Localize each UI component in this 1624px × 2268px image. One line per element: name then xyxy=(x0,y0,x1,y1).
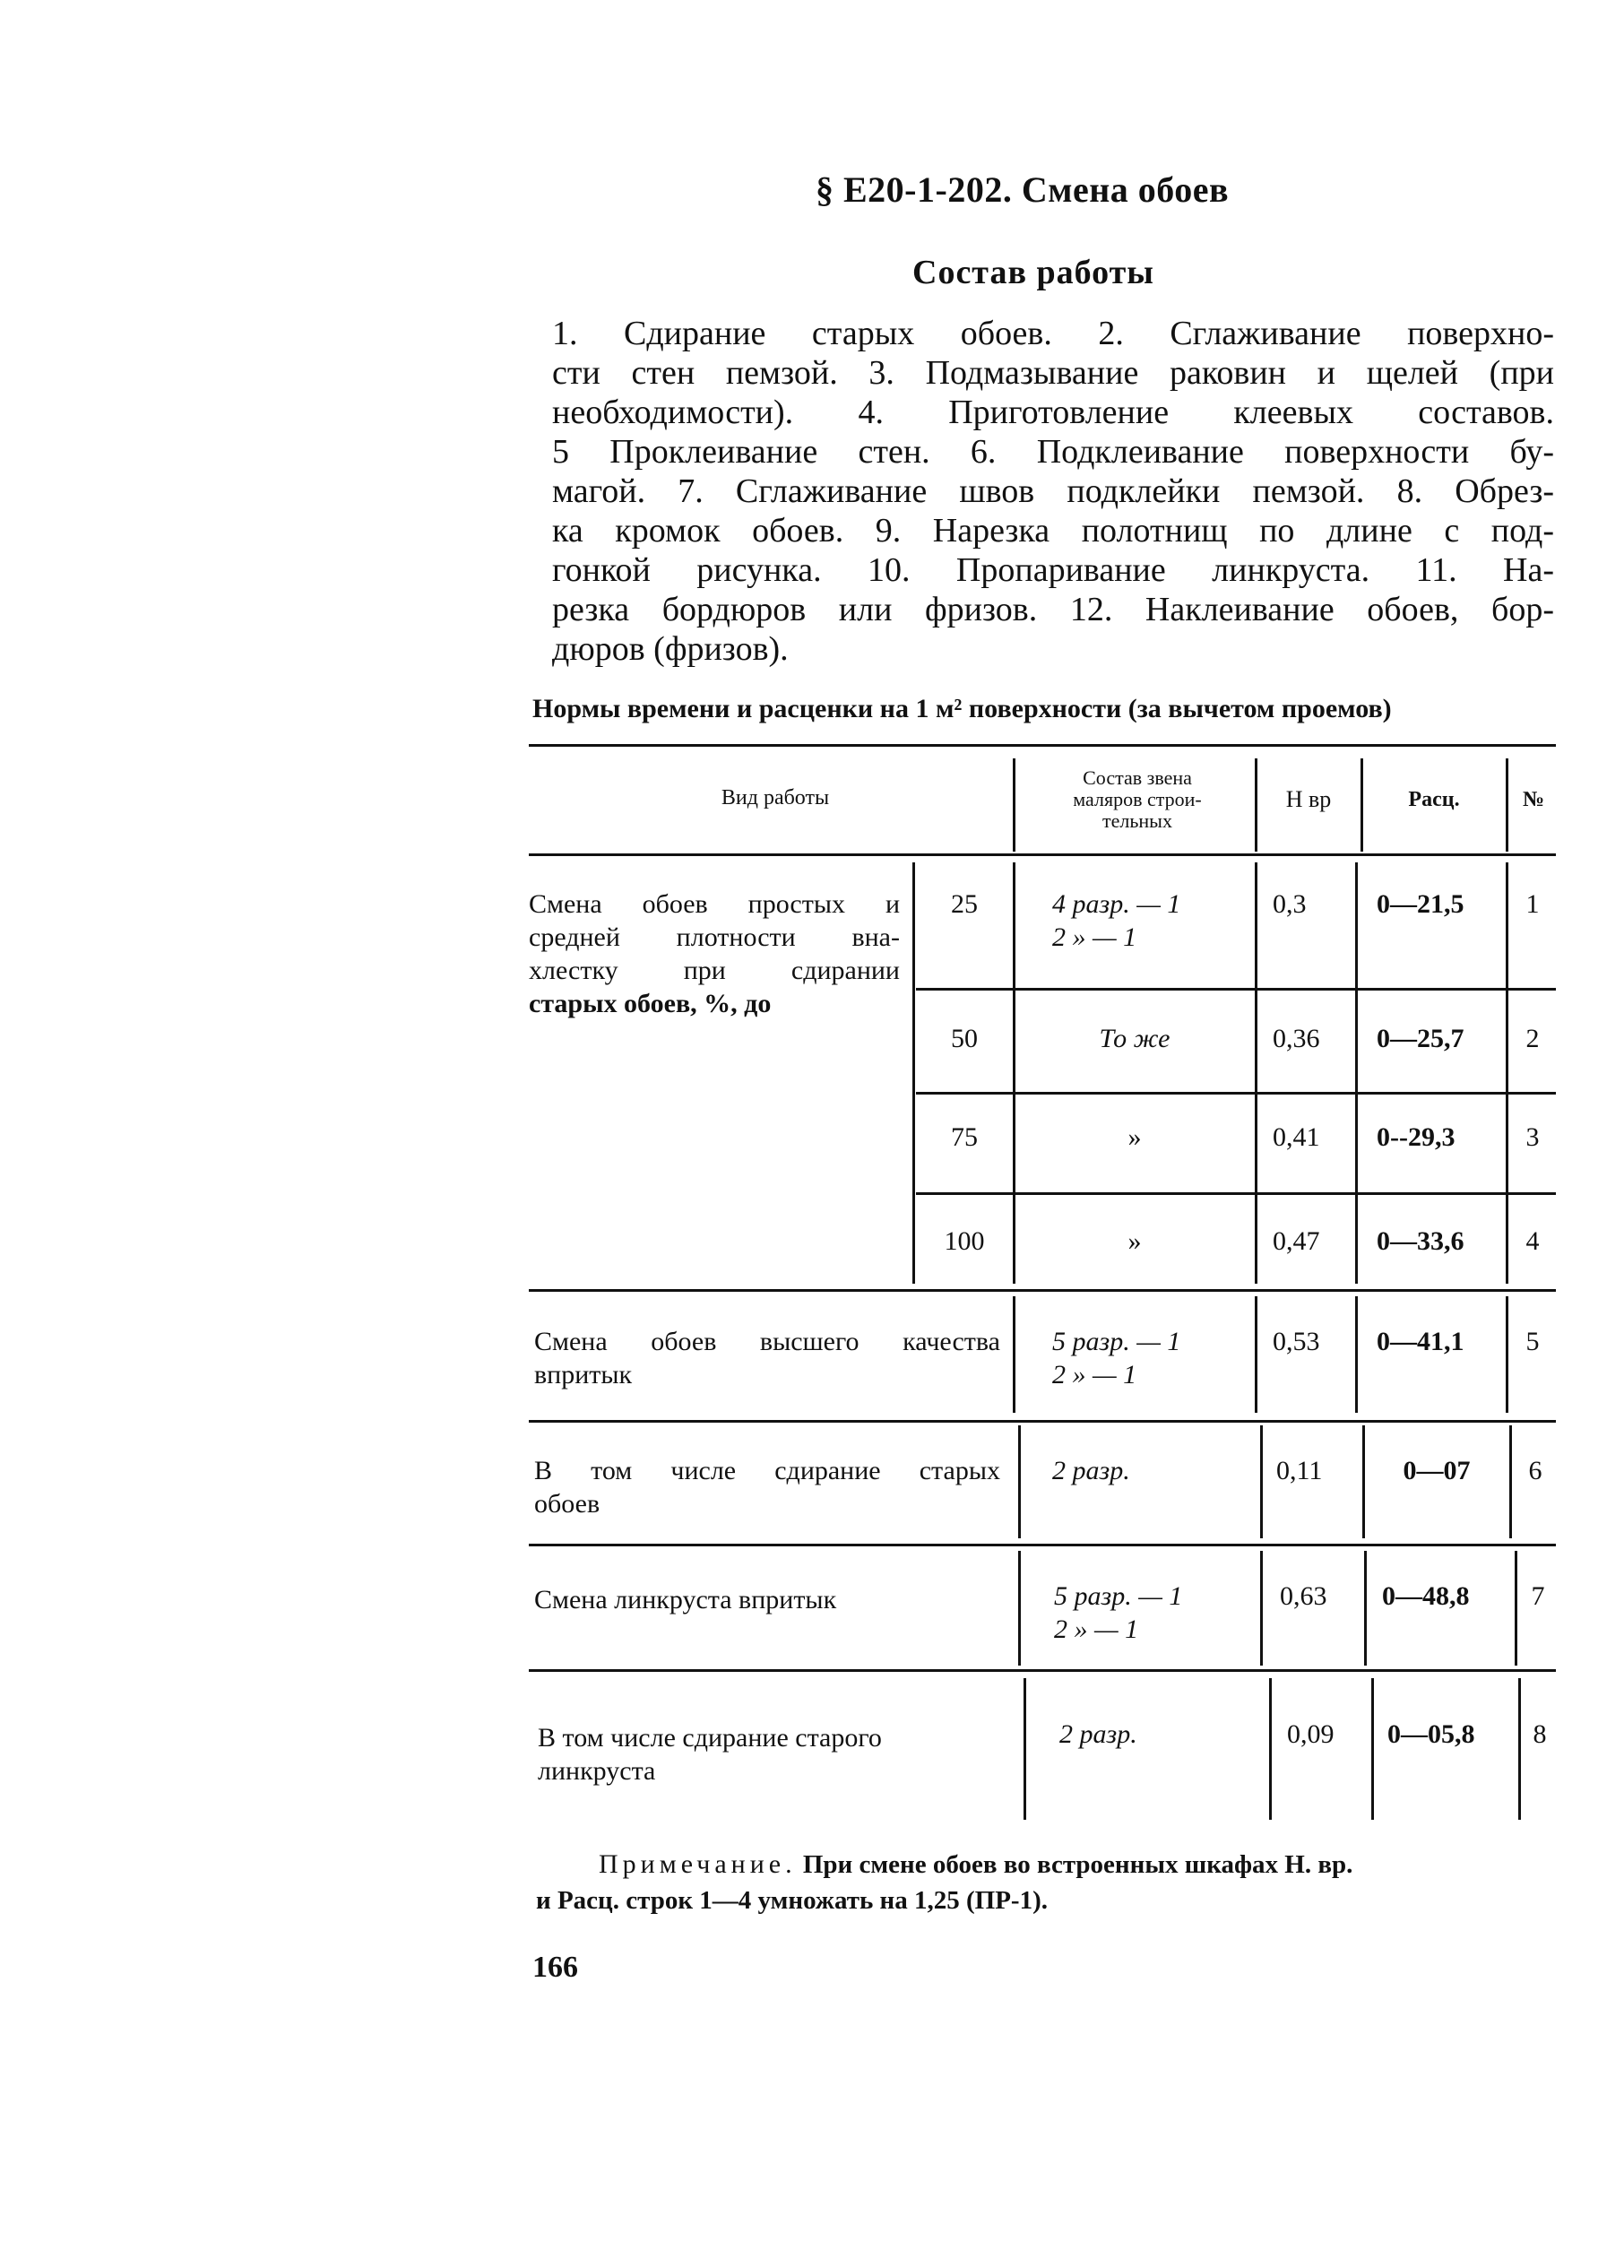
row-rule xyxy=(529,1669,1556,1672)
row-rule xyxy=(529,1420,1556,1423)
column-rule xyxy=(1260,1425,1263,1538)
cell-crew-line: 2 » — 1 xyxy=(1052,1360,1137,1389)
header-crew-line: Состав звена xyxy=(1083,766,1192,789)
paragraph-line: магой. 7. Сглаживание швов подклейки пемзой. 8. Обрез- xyxy=(552,472,1554,510)
cell-work-type: Смена линкруста впритык xyxy=(534,1585,837,1614)
paragraph-line: 5 Проклеивание стен. 6. Подклеивание поверхности бу- xyxy=(552,433,1554,471)
cell-work-line: линкруста xyxy=(538,1756,656,1786)
cell-work-line: обоев xyxy=(534,1489,600,1519)
column-rule xyxy=(1518,1678,1521,1820)
cell-crew: То же xyxy=(1099,1024,1170,1053)
note-text-line: и Расц. строк 1—4 умножать на 1,25 (ПР-1). xyxy=(536,1886,1048,1915)
column-rule xyxy=(1515,1551,1517,1666)
cell-number: 1 xyxy=(1525,889,1540,919)
cell-time: 0,63 xyxy=(1280,1581,1327,1611)
cell-crew-line: 5 разр. — 1 xyxy=(1054,1581,1183,1611)
header-work-type: Вид работы xyxy=(721,786,830,809)
column-rule xyxy=(1013,1296,1015,1413)
note-prefix: Примечание. xyxy=(599,1849,797,1879)
column-rule xyxy=(1371,1678,1374,1820)
column-rule xyxy=(1506,1296,1508,1413)
cell-crew: 2 разр. xyxy=(1052,1456,1130,1485)
cell-crew: 2 разр. xyxy=(1059,1719,1137,1749)
group1-label-line: Смена обоев простых и xyxy=(529,889,900,919)
header-crew-line: маляров строи- xyxy=(1073,788,1202,810)
cell-rate: 0—07 xyxy=(1403,1456,1471,1485)
paragraph-line: необходимости). 4. Приготовление клеевых составов. xyxy=(552,394,1554,431)
column-rule xyxy=(1362,1425,1365,1538)
cell-number: 2 xyxy=(1525,1024,1540,1053)
cell-number: 3 xyxy=(1525,1122,1540,1152)
cell-rate: 0—05,8 xyxy=(1387,1719,1475,1749)
group1-label-line: средней плотности вна- xyxy=(529,922,900,952)
cell-crew xyxy=(1052,887,1249,954)
column-rule xyxy=(1013,862,1015,1284)
header-crew-line: тельных xyxy=(1102,809,1172,832)
column-rule xyxy=(1506,862,1508,1284)
cell-rate: 0—41,1 xyxy=(1377,1327,1464,1356)
group1-label-line: хлестку при сдирании xyxy=(529,956,900,985)
column-rule xyxy=(1355,862,1358,1284)
paragraph-line: сти стен пемзой. 3. Подмазывание раковин и щелей (при xyxy=(552,354,1554,392)
cell-work-line: В том числе сдирание старого xyxy=(538,1723,882,1753)
column-rule xyxy=(1255,862,1257,1284)
column-rule xyxy=(1506,758,1508,852)
paragraph-line: резка бордюров или фризов. 12. Наклеивание обоев, бор- xyxy=(552,591,1554,628)
table-note xyxy=(536,1847,1353,1918)
cell-time: 0,47 xyxy=(1273,1226,1320,1256)
note-text-line: При смене обоев во встроенных шкафах Н. вр. xyxy=(796,1850,1353,1879)
paragraph-line: 1. Сдирание старых обоев. 2. Сглаживание поверхно- xyxy=(552,315,1554,352)
cell-crew-line: 2 » — 1 xyxy=(1054,1614,1139,1644)
cell-work-line: Смена обоев высшего качества xyxy=(534,1327,1000,1356)
row-rule xyxy=(529,1289,1556,1292)
cell-crew-line: 5 разр. — 1 xyxy=(1052,1327,1181,1356)
group1-label xyxy=(529,887,900,1020)
column-rule xyxy=(1260,1551,1263,1666)
cell-work-type xyxy=(538,1721,1007,1788)
cell-number: 6 xyxy=(1528,1456,1542,1485)
table-title: Нормы времени и расценки на 1 м² поверхности (за вычетом проемов) xyxy=(532,694,1392,723)
row-rule xyxy=(529,1544,1556,1546)
cell-rate: 0—48,8 xyxy=(1382,1581,1470,1611)
group1-label-line: старых обоев, %, до xyxy=(529,989,772,1018)
cell-number: 8 xyxy=(1533,1719,1547,1749)
column-rule xyxy=(1255,1296,1257,1413)
cell-percent: 100 xyxy=(944,1226,985,1256)
cell-time: 0,41 xyxy=(1273,1122,1320,1152)
cell-work-line: В том числе сдирание старых xyxy=(534,1456,1000,1485)
cell-time: 0,09 xyxy=(1287,1719,1335,1749)
column-rule xyxy=(1018,1551,1021,1666)
cell-time: 0,3 xyxy=(1273,889,1307,919)
cell-crew xyxy=(1054,1580,1251,1646)
header-crew xyxy=(1022,767,1253,832)
cell-crew xyxy=(1052,1325,1249,1391)
paragraph-line: дюров (фризов). xyxy=(552,630,789,668)
header-number: № xyxy=(1522,788,1545,811)
cell-work-type xyxy=(534,1454,1000,1520)
cell-percent: 75 xyxy=(951,1122,978,1152)
cell-number: 5 xyxy=(1525,1327,1540,1356)
column-rule xyxy=(1509,1425,1512,1538)
cell-time: 0,11 xyxy=(1276,1456,1323,1485)
paragraph-line: ка кромок обоев. 9. Нарезка полотнищ по длине с под- xyxy=(552,512,1554,550)
header-bottom-rule xyxy=(529,853,1556,856)
cell-percent: 25 xyxy=(951,889,978,919)
cell-rate: 0—25,7 xyxy=(1377,1024,1464,1053)
cell-crew-line: 4 разр. — 1 xyxy=(1052,889,1181,919)
cell-rate: 0—33,6 xyxy=(1377,1226,1464,1256)
cell-crew: » xyxy=(1127,1122,1142,1152)
paragraph-line: гонкой рисунка. 10. Пропаривание линкруста. 11. На- xyxy=(552,551,1554,589)
column-rule xyxy=(1364,1551,1367,1666)
table-top-rule xyxy=(529,744,1556,747)
cell-number: 4 xyxy=(1525,1226,1540,1256)
cell-crew-line: 2 » — 1 xyxy=(1052,922,1137,952)
column-rule xyxy=(1024,1678,1026,1820)
column-rule xyxy=(912,862,915,1284)
header-rate: Расц. xyxy=(1408,788,1460,811)
section-subtitle: Состав работы xyxy=(912,254,1154,291)
cell-work-type xyxy=(534,1325,1000,1391)
cell-rate: 0--29,3 xyxy=(1377,1122,1456,1152)
column-rule xyxy=(1355,1296,1358,1413)
header-time-norm: Н вр xyxy=(1285,786,1332,812)
page-number: 166 xyxy=(532,1951,578,1984)
section-title: § Е20-1-202. Смена обоев xyxy=(816,169,1230,210)
column-rule xyxy=(1269,1678,1272,1820)
cell-percent: 50 xyxy=(951,1024,978,1053)
cell-number: 7 xyxy=(1531,1581,1545,1611)
cell-crew: » xyxy=(1127,1226,1142,1256)
column-rule xyxy=(1255,758,1257,852)
column-rule xyxy=(1018,1425,1021,1538)
column-rule xyxy=(1013,758,1015,852)
cell-work-line: впритык xyxy=(534,1360,633,1389)
cell-time: 0,53 xyxy=(1273,1327,1320,1356)
cell-rate: 0—21,5 xyxy=(1377,889,1464,919)
cell-time: 0,36 xyxy=(1273,1024,1320,1053)
column-rule xyxy=(1361,758,1363,852)
